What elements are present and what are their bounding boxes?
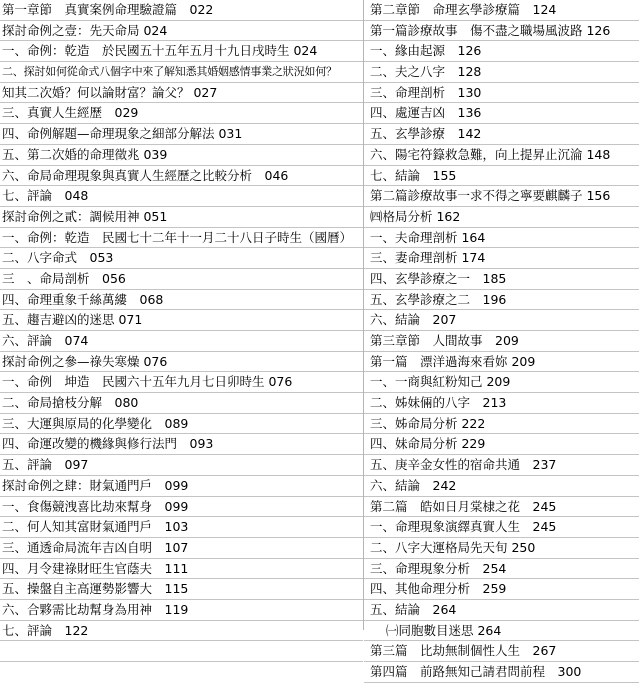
toc-entry: 二、八字大運格局先天旬 250: [364, 538, 639, 559]
toc-entry: 一、命例 坤造 民國六十五年九月七日卯時生 076: [0, 372, 363, 393]
toc-entry: 探討命例之參—祿失寒燥 076: [0, 352, 363, 373]
toc-entry: 五、評論 097: [0, 455, 363, 476]
toc-entry: 探討命例之肆：財氣通門戶 099: [0, 476, 363, 497]
toc-entry: 二、何人知其富財氣通門戶 103: [0, 517, 363, 538]
toc-entry: [0, 641, 363, 662]
toc-entry: 五、趨吉避凶的迷思 071: [0, 310, 363, 331]
toc-right-column: [364, 0, 639, 679]
toc-entry: 六、結論 242: [364, 476, 639, 497]
toc-entry: 五、庚辛金女性的宿命共通 237: [364, 455, 639, 476]
toc-entry: 七、評論 048: [0, 186, 363, 207]
toc-entry: 六、命局命理現象與真實人生經歷之比較分析 046: [0, 166, 363, 187]
toc-entry: 三、真實人生經歷 029: [0, 103, 363, 124]
toc-entry: 一、命例：乾造 於民國五十五年五月十九日戌時生 024: [0, 41, 363, 62]
toc-entry: 四、命運改變的機緣與修行法門 093: [0, 434, 363, 455]
toc-entry: 六、評論 074: [0, 331, 363, 352]
toc-entry: 四、玄學診療之一 185: [364, 269, 639, 290]
toc-entry: 第二篇 皓如日月棠棣之花 245: [364, 497, 639, 518]
toc-entry: 四、命例解題—命理現象之細部分解法 031: [0, 124, 363, 145]
toc-entry: 四、妹命局分析 229: [364, 434, 639, 455]
toc-entry: 二、八字命式 053: [0, 248, 363, 269]
toc-entry: 第一篇 漂洋過海來看妳 209: [364, 352, 639, 373]
toc-entry: 二、探討如何從命式八個字中來了解知悉其婚姻感情事業之狀況如何？: [0, 62, 363, 83]
toc-entry: 七、結論 155: [364, 166, 639, 187]
toc-entry: ㈣格局分析 162: [364, 207, 639, 228]
toc-entry: 四、其他命理分析 259: [364, 579, 639, 600]
toc-entry: 五、第二次婚的命理徵兆 039: [0, 145, 363, 166]
toc-entry: 四、月令建祿財旺生官蔭夫 111: [0, 559, 363, 580]
toc-entry: 第二篇診療故事一求不得之寧要麒麟子 156: [364, 186, 639, 207]
toc-entry: 一、命例：乾造 民國七十二年十一月二十八日子時生（國曆）: [0, 228, 363, 249]
toc-entry: 三、命理現象分析 254: [364, 559, 639, 580]
toc-entry: 第三章節 人間故事 209: [364, 331, 639, 352]
toc-entry: 三、命理剖析 130: [364, 83, 639, 104]
toc-entry: 五、玄學診療 142: [364, 124, 639, 145]
toc-entry: 四、處運吉凶 136: [364, 103, 639, 124]
toc-entry: 七、評論 122: [0, 621, 363, 642]
toc-entry: 二、命局搶枝分解 080: [0, 393, 363, 414]
toc-entry: 探討命例之貳：調候用神 051: [0, 207, 363, 228]
toc-entry: 第二章節 命理玄學診療篇 124: [364, 0, 639, 21]
toc-entry: 探討命例之壹：先天命局 024: [0, 21, 363, 42]
toc-entry: 第一章節 真實案例命理驗證篇 022: [0, 0, 363, 21]
toc-entry: ㈠同胞數目迷思 264: [364, 621, 639, 642]
toc-entry: 三、大運與原局的化學變化 089: [0, 414, 363, 435]
toc-entry: 五、玄學診療之二 196: [364, 290, 639, 311]
toc-entry: 第三篇 比劫無制個性人生 267: [364, 641, 639, 662]
toc-entry: 一、命理現象演繹真實人生 245: [364, 517, 639, 538]
toc-entry: 一、一商與紅粉知己 209: [364, 372, 639, 393]
toc-entry: 六、合夥需比劫幫身為用神 119: [0, 600, 363, 621]
toc-entry: 四、命理重象千絲萬縷 068: [0, 290, 363, 311]
toc-entry: 三、姊命局分析 222: [364, 414, 639, 435]
toc-entry: 三、妻命理剖析 174: [364, 248, 639, 269]
toc-entry: 第四篇 前路無知己請君問前程 300: [364, 662, 639, 683]
toc-entry: 知其二次婚？何以論財富？論父？ 027: [0, 83, 363, 104]
toc-entry: 二、姊妹倆的八字 213: [364, 393, 639, 414]
toc-entry: 二、夫之八字 128: [364, 62, 639, 83]
toc-entry: 一、夫命理剖析 164: [364, 228, 639, 249]
toc-entry: 五、結論 264: [364, 600, 639, 621]
toc-entry: 五、操盤自主高運勢影響大 115: [0, 579, 363, 600]
toc-entry: 三、通透命局流年吉凶自明 107: [0, 538, 363, 559]
toc-entry: 三 、命局剖析 056: [0, 269, 363, 290]
toc-entry: 六、陽宅符籙救急難，向上提昇止沉淪 148: [364, 145, 639, 166]
toc-entry: 一、緣由起源 126: [364, 41, 639, 62]
toc-entry: 一、食傷競洩喜比劫來幫身 099: [0, 497, 363, 518]
toc-entry: 第一篇診療故事 傷不盡之職場風波路 126: [364, 21, 639, 42]
toc-entry: 六、結論 207: [364, 310, 639, 331]
